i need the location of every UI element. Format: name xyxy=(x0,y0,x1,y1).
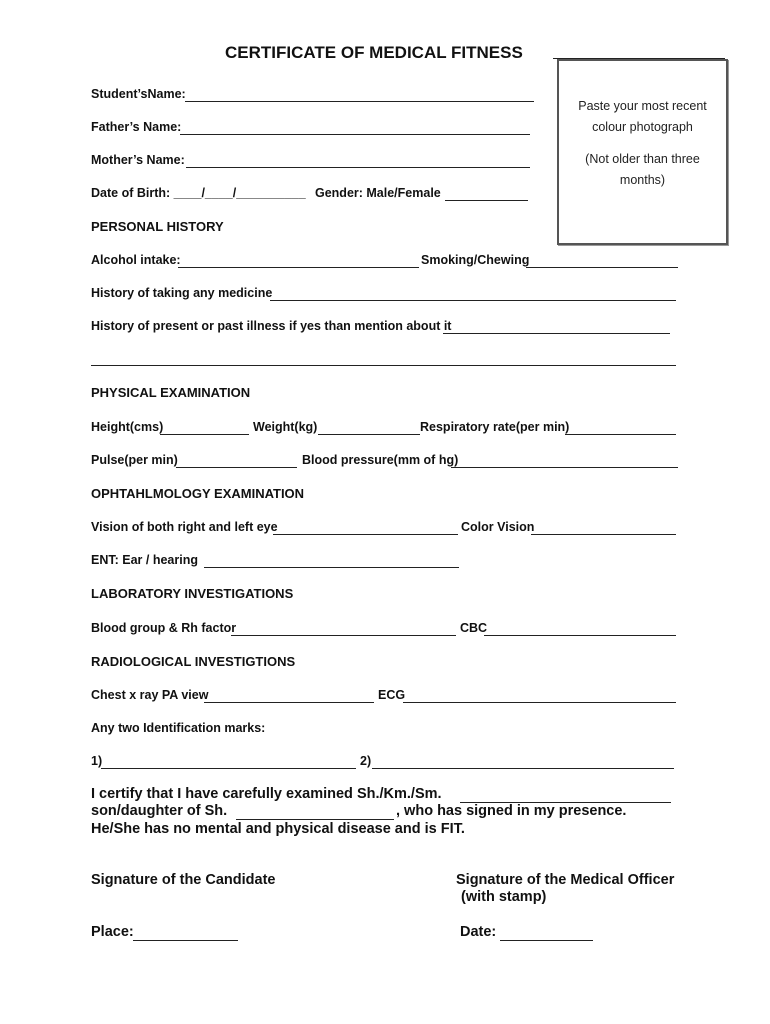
weight-field[interactable] xyxy=(318,434,420,435)
alcohol-field[interactable] xyxy=(178,267,419,268)
vision-field[interactable] xyxy=(273,534,458,535)
alcohol-label: Alcohol intake: xyxy=(91,253,181,267)
vision-label: Vision of both right and left eye xyxy=(91,520,278,534)
illness-field[interactable] xyxy=(443,333,670,334)
height-field[interactable] xyxy=(160,434,249,435)
officer-signature-label: Signature of the Medical Officer xyxy=(456,872,675,888)
blood-group-field[interactable] xyxy=(231,635,456,636)
place-field[interactable] xyxy=(133,940,238,941)
gender-field[interactable] xyxy=(445,200,528,201)
chest-xray-label: Chest x ray PA view xyxy=(91,688,209,702)
color-vision-field[interactable] xyxy=(531,534,676,535)
father-name-label: Father’s Name: xyxy=(91,120,182,134)
mother-name-field[interactable] xyxy=(186,167,530,168)
lab-heading: LABORATORY INVESTIGATIONS xyxy=(91,586,294,601)
date-label: Date: xyxy=(460,924,497,940)
pulse-field[interactable] xyxy=(176,467,297,468)
photo-instruction-line1: Paste your most recent xyxy=(578,99,707,113)
weight-label: Weight(kg) xyxy=(253,420,318,434)
height-label: Height(cms) xyxy=(91,420,164,434)
illness-label: History of present or past illness if yes than mention about it xyxy=(91,319,452,333)
mark1-field[interactable] xyxy=(101,768,356,769)
student-name-field[interactable] xyxy=(185,101,534,102)
date-field[interactable] xyxy=(500,940,593,941)
candidate-signature-label: Signature of the Candidate xyxy=(91,872,276,888)
bp-field[interactable] xyxy=(451,467,678,468)
ecg-field[interactable] xyxy=(403,702,676,703)
stamp-label: (with stamp) xyxy=(461,889,547,905)
dob-field[interactable]: Date of Birth: ____/____/__________ xyxy=(91,186,306,200)
cbc-label: CBC xyxy=(460,621,488,635)
certify-line2-end: , who has signed in my presence. xyxy=(396,803,627,819)
personal-history-heading: PERSONAL HISTORY xyxy=(91,219,224,234)
mark1-label: 1) xyxy=(91,754,103,768)
ecg-label: ECG xyxy=(378,688,406,702)
medicine-label: History of taking any medicine xyxy=(91,286,273,300)
color-vision-label: Color Vision xyxy=(461,520,535,534)
resp-rate-field[interactable] xyxy=(565,434,676,435)
pulse-label: Pulse(per min) xyxy=(91,453,178,467)
ophthalmology-heading: OPHTAHLMOLOGY EXAMINATION xyxy=(91,486,305,501)
blood-group-label: Blood group & Rh factor xyxy=(91,621,237,635)
student-name-label: Student’sName: xyxy=(91,87,186,101)
photo-instruction-line2: colour photograph xyxy=(592,120,693,134)
radiology-heading: RADIOLOGICAL INVESTIGTIONS xyxy=(91,654,296,669)
smoking-label: Smoking/Chewing xyxy=(421,253,530,267)
photo-instruction-line3: (Not older than three xyxy=(585,152,700,166)
father-name-field[interactable] xyxy=(180,134,530,135)
mark2-field[interactable] xyxy=(372,768,674,769)
resp-rate-label: Respiratory rate(per min) xyxy=(420,420,570,434)
mark2-label: 2) xyxy=(360,754,372,768)
medicine-field[interactable] xyxy=(270,300,676,301)
identification-heading: Any two Identification marks: xyxy=(91,721,266,735)
cbc-field[interactable] xyxy=(484,635,676,636)
ent-field[interactable] xyxy=(204,567,459,568)
certify-line1: I certify that I have carefully examined Sh./Km./Sm. xyxy=(91,786,442,802)
mother-name-label: Mother’s Name: xyxy=(91,153,185,167)
illness-field-continued[interactable] xyxy=(91,365,676,366)
certify-line3: He/She has no mental and physical disease and is FIT. xyxy=(91,821,465,837)
gender-label: Gender: Male/Female xyxy=(315,186,441,200)
certify-line2-start: son/daughter of Sh. xyxy=(91,803,228,819)
ent-label: ENT: Ear / hearing xyxy=(91,553,198,567)
photo-instruction-line4: months) xyxy=(619,173,666,187)
page-title: CERTIFICATE OF MEDICAL FITNESS xyxy=(225,43,523,62)
chest-xray-field[interactable] xyxy=(204,702,374,703)
parent-name-field[interactable] xyxy=(236,819,394,820)
place-label: Place: xyxy=(91,924,134,940)
physical-exam-heading: PHYSICAL EXAMINATION xyxy=(91,385,251,400)
smoking-field[interactable] xyxy=(526,267,678,268)
photo-box[interactable] xyxy=(557,59,728,245)
bp-label: Blood pressure(mm of hg) xyxy=(302,453,459,467)
